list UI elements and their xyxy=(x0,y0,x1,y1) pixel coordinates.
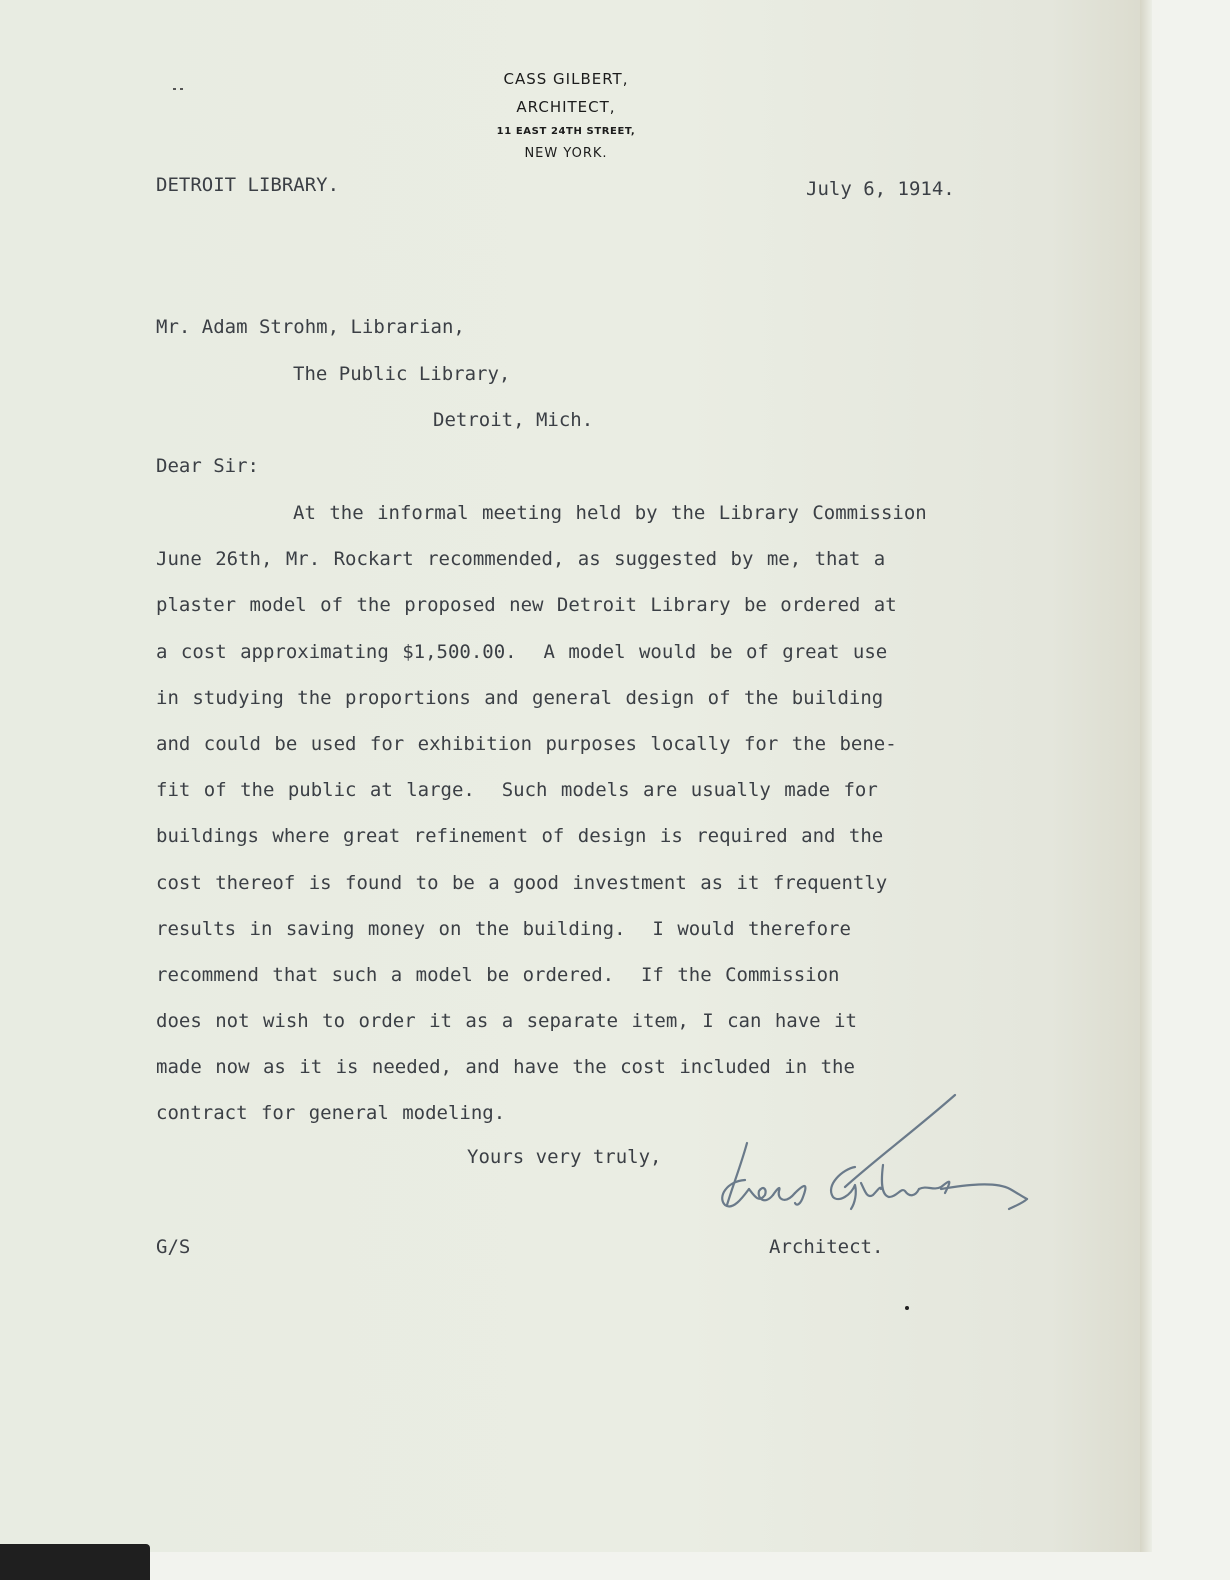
body-line: buildings where great refinement of design is required and the xyxy=(156,825,884,848)
body-line: fit of the public at large. Such models are usually made for xyxy=(156,779,878,802)
body-line: At the informal meeting held by the Library Commission xyxy=(293,502,927,524)
scan-backdrop-bottom xyxy=(0,1552,1230,1580)
body-line: does not wish to order it as a separate item, I can have it xyxy=(156,1010,857,1033)
body-line: recommend that such a model be ordered. If the Commission xyxy=(156,963,840,986)
scan-backdrop-right xyxy=(1152,0,1230,1580)
stray-dot xyxy=(905,1306,909,1310)
body-line: made now as it is needed, and have the cost included in the xyxy=(156,1056,855,1079)
letter-date: July 6, 1914. xyxy=(806,178,955,200)
letterhead-firm-name: CASS GILBERT, xyxy=(503,70,629,88)
typist-initials: G/S xyxy=(156,1236,191,1258)
letterhead-title: ARCHITECT, xyxy=(516,98,616,116)
stray-mark xyxy=(180,88,183,90)
recipient-city: Detroit, Mich. xyxy=(433,409,594,431)
body-line: and could be used for exhibition purposes locally for the bene- xyxy=(156,732,897,755)
body-line: contract for general modeling. xyxy=(156,1102,506,1125)
stray-mark xyxy=(173,88,176,90)
body-line: results in saving money on the building. I would therefore xyxy=(156,917,851,940)
body-line: in studying the proportions and general design of the building xyxy=(156,686,884,709)
sheet-edge-shadow xyxy=(1140,0,1152,1552)
recipient-organization: The Public Library, xyxy=(293,363,511,385)
letterhead-address: 11 EAST 24TH STREET, xyxy=(496,126,636,137)
corner-tab xyxy=(0,1544,150,1580)
letter-body xyxy=(156,504,1056,1151)
recipient-name: Mr. Adam Strohm, Librarian, xyxy=(156,316,465,338)
complimentary-closing: Yours very truly, xyxy=(467,1146,662,1168)
body-line: cost thereof is found to be a good investment as it frequently xyxy=(156,871,888,894)
body-line: a cost approximating $1,500.00. A model would be of great use xyxy=(156,640,888,663)
reference-line: DETROIT LIBRARY. xyxy=(156,174,340,196)
body-line: June 26th, Mr. Rockart recommended, as suggested by me, that a xyxy=(156,548,886,571)
body-line: plaster model of the proposed new Detroit Library be ordered at xyxy=(156,594,897,617)
signature-text xyxy=(760,1140,766,1141)
salutation: Dear Sir: xyxy=(156,455,259,477)
letterhead-city: NEW YORK. xyxy=(524,146,608,161)
signer-title: Architect. xyxy=(769,1236,884,1258)
handwritten-signature xyxy=(705,1085,1035,1225)
